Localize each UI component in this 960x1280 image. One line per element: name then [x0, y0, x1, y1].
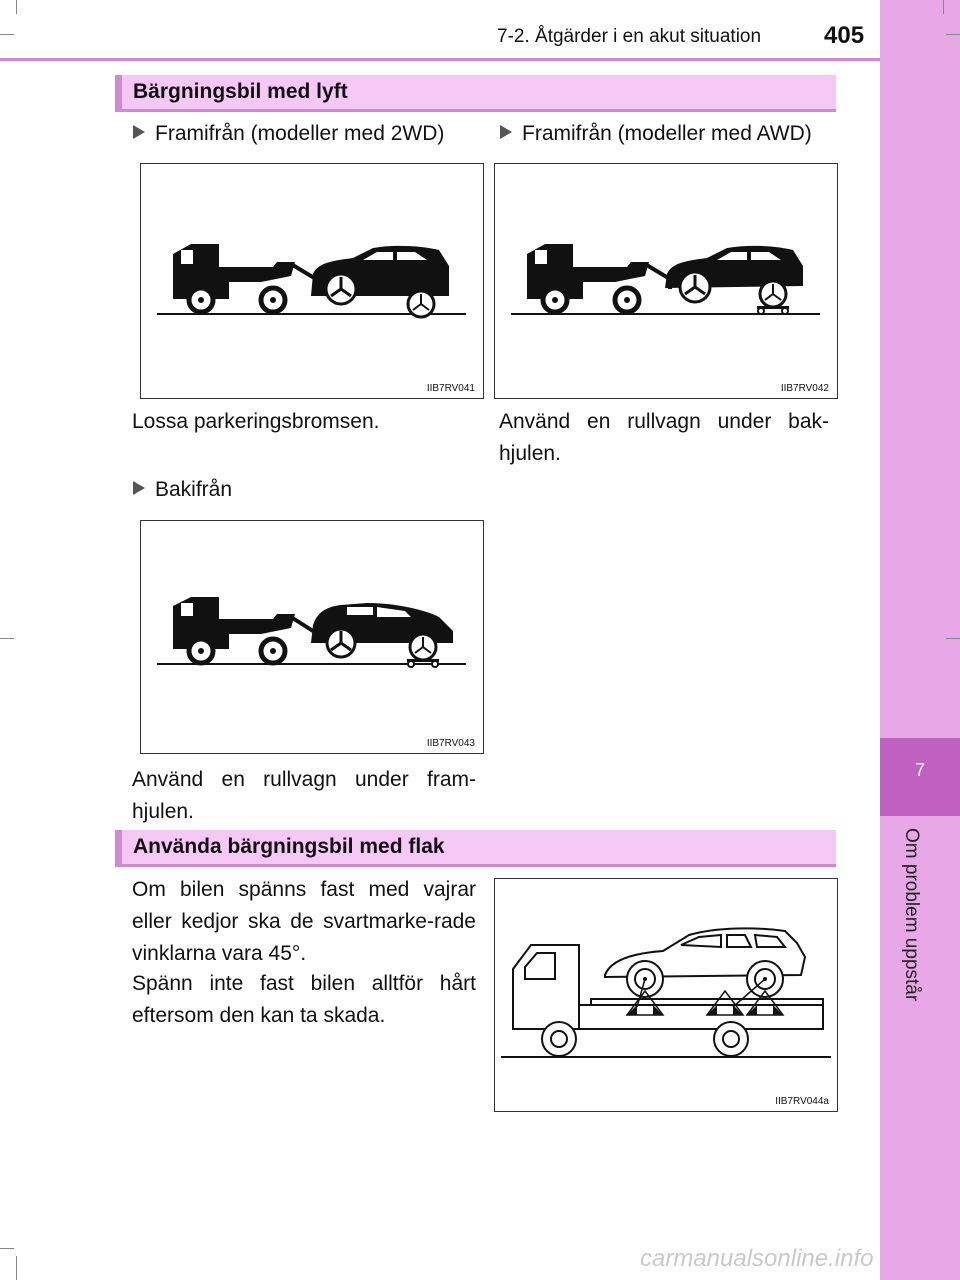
triangle-bullet-icon: [133, 125, 145, 139]
subheading-text: Bakifrån: [155, 478, 233, 501]
figure-code: IIB7RV041: [426, 383, 475, 394]
figure-flatbed-truck: [494, 878, 838, 1112]
crop-mark: [946, 638, 960, 639]
paragraph-warning: Spänn inte fast bilen alltför hårt eftersom den kan ta skada.: [132, 972, 476, 1027]
crop-mark: [16, 0, 17, 14]
crop-mark: [943, 0, 944, 14]
section-title: Bärgningsbil med lyft: [133, 80, 348, 103]
crop-mark: [16, 1256, 17, 1280]
tow-truck-dolly-illustration: [495, 164, 837, 398]
figure-code: IIB7RV042: [780, 383, 829, 394]
instruction-dolly-rear: Använd en rullvagn under bak-hjulen.: [499, 410, 829, 465]
instruction-release-brake: Lossa parkeringsbromsen.: [132, 410, 380, 433]
figure-code: IIB7RV043: [426, 738, 475, 749]
page-number: 405: [824, 22, 865, 49]
crop-mark: [946, 34, 960, 35]
crop-mark: [0, 638, 14, 639]
header-rule: [0, 58, 880, 61]
subheading-text: Framifrån (modeller med 2WD): [155, 122, 445, 145]
triangle-bullet-icon: [133, 481, 145, 495]
figure-tow-front-awd: [494, 163, 838, 399]
subheading-front-2wd: [133, 122, 444, 146]
chapter-number: 7: [914, 760, 925, 780]
subheading-text: Framifrån (modeller med AWD): [522, 122, 812, 145]
header-section-title: 7-2. Åtgärder i en akut situation: [497, 26, 762, 47]
crop-mark: [0, 34, 14, 35]
flatbed-truck-illustration: [495, 879, 837, 1111]
tow-truck-rear-illustration: [141, 521, 483, 753]
triangle-bullet-icon: [500, 125, 512, 139]
paragraph-angles: Om bilen spänns fast med vajrar eller kedjor ska de svartmarke-rade vinklarna vara 45°.: [132, 878, 476, 965]
watermark: carmanualsonline.info: [640, 1245, 874, 1272]
crop-mark: [0, 1248, 14, 1249]
figure-tow-front-2wd: [140, 163, 484, 399]
figure-tow-rear: [140, 520, 484, 754]
subheading-front-awd: [500, 122, 812, 146]
subheading-rear: [133, 478, 232, 502]
figure-code: IIB7RV044a: [775, 1096, 829, 1107]
section-title: Använda bärgningsbil med flak: [133, 835, 445, 858]
instruction-dolly-front: Använd en rullvagn under fram-hjulen.: [132, 768, 476, 823]
section-header-flatbed: [115, 830, 836, 867]
chapter-title: Om problem uppstår: [901, 828, 922, 1002]
chapter-side-tab: [880, 0, 960, 1280]
section-header-lift: [115, 75, 836, 112]
tow-truck-illustration: [141, 164, 483, 398]
